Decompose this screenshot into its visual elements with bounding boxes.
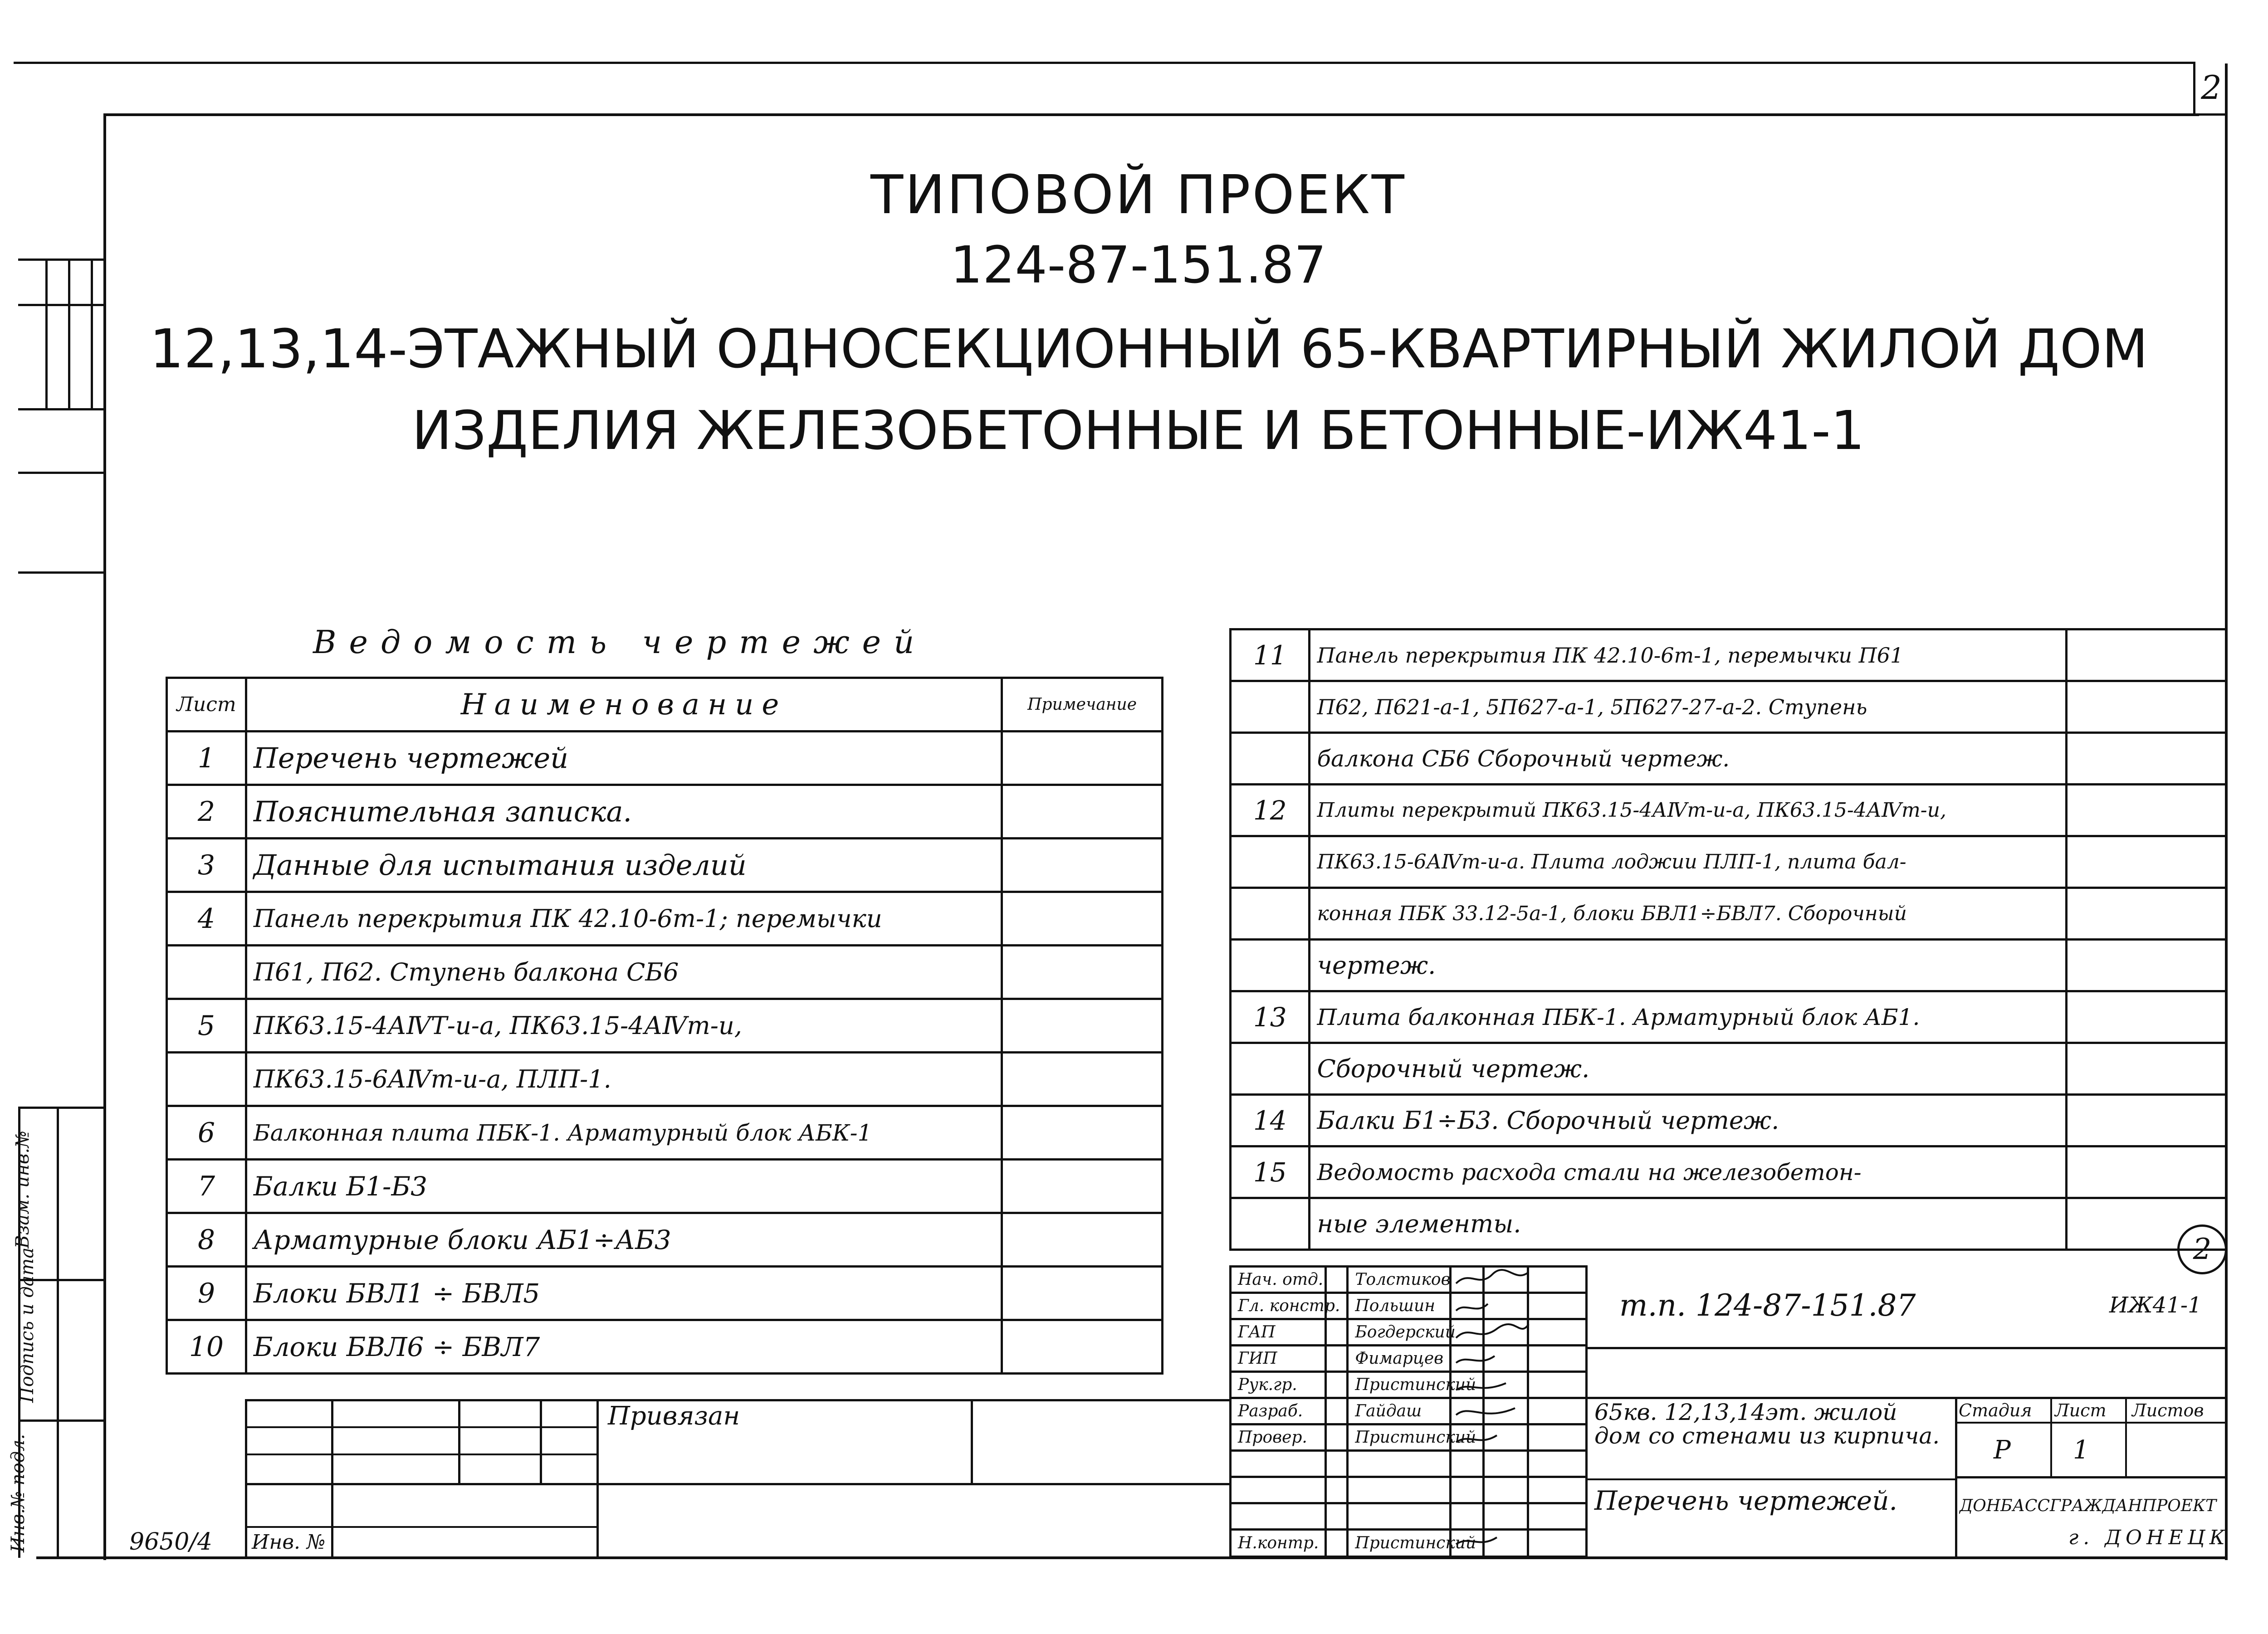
circled-mark: 2 — [2177, 1224, 2227, 1274]
drawings-table-left — [166, 677, 1163, 1375]
table-row: конная ПБК 33.12-5а-1, блоки БВЛ1÷БВЛ7. Сборочный — [1231, 888, 2226, 940]
binding-label: Привязан — [608, 1401, 740, 1431]
title-project-number: 124-87-151.87 — [950, 236, 1326, 295]
stage-value: Р — [1994, 1435, 2011, 1465]
inventory-label: Инв. № — [252, 1531, 326, 1554]
signature-row: Провер. Пристинский — [1231, 1424, 1587, 1451]
table-row: 4 Панель перекрытия ПК 42.10-6т-1; перемычки — [167, 892, 1163, 946]
sheet-value: 1 — [2073, 1435, 2089, 1465]
side-label-replacement-inv: Взам. инв.№ — [12, 1131, 33, 1249]
side-label-inv-original: Инв.№ подл. — [8, 1434, 29, 1552]
table-row: 3 Данные для испытания изделий — [167, 839, 1163, 892]
stage-label: Стадия — [1959, 1400, 2032, 1420]
table-row: 15 Ведомость расхода стали на железобетон- — [1231, 1146, 2226, 1198]
table-row: 14 Балки Б1÷Б3. Сборочный чертеж. — [1231, 1095, 2226, 1146]
table-row: 10 Блоки БВЛ6 ÷ БВЛ7 — [167, 1320, 1163, 1374]
sheet-title: Перечень чертежей. — [1594, 1485, 1897, 1516]
table-row: чертеж. — [1231, 940, 2226, 991]
document-code: т.п. 124-87-151.87 — [1619, 1288, 1916, 1323]
signature-row: Рук.гр. Пристинский — [1231, 1372, 1587, 1398]
sheet-label: Лист — [2055, 1400, 2107, 1420]
table-row: 13 Плита балконная ПБК-1. Арматурный блок АБ1. — [1231, 991, 2226, 1043]
table-row: ПК63.15-6АⅣт-и-а. Плита лоджии ПЛП-1, плита бал- — [1231, 836, 2226, 888]
table-row: балкона СБ6 Сборочный чертеж. — [1231, 733, 2226, 785]
table-header-row — [167, 678, 1163, 732]
side-label-signature-date: Подпись и дата — [17, 1247, 38, 1403]
frame-left-line — [103, 113, 106, 1560]
corner-sheet-number-box — [2193, 62, 2227, 116]
title-building-description: 12,13,14-ЭТАЖНЫЙ ОДНОСЕКЦИОННЫЙ 65-КВАРТИРНЫЙ ЖИЛОЙ ДОМ — [150, 317, 2148, 380]
table-row: 9 Блоки БВЛ1 ÷ БВЛ5 — [167, 1267, 1163, 1320]
inventory-number: 9650/4 — [129, 1528, 212, 1556]
table-row: 6 Балконная плита ПБК-1. Арматурный блок АБК-1 — [167, 1106, 1163, 1160]
organization-name: ДОНБАССГРАЖДАНПРОЕКТ — [1960, 1497, 2216, 1515]
table-row: 1 Перечень чертежей — [167, 732, 1163, 785]
column-header-name: Наименование — [246, 678, 1002, 732]
binding-block — [245, 1399, 1229, 1558]
drawings-list-heading: Ведомость чертежей — [313, 624, 927, 661]
table-row: П62, П621-а-1, 5П627-а-1, 5П627-27-а-2. Ступень — [1231, 681, 2226, 733]
column-header-note: Примечание — [1002, 678, 1163, 732]
table-row: 2 Пояснительная записка. — [167, 785, 1163, 839]
table-row: 5 ПК63.15-4АⅣТ-и-а, ПК63.15-4АⅣт-и, — [167, 999, 1163, 1053]
signature-row: Н.контр. Пристинский — [1231, 1530, 1587, 1557]
table-row: 11 Панель перекрытия ПК 42.10-6т-1, перемычки П61 — [1231, 629, 2226, 681]
drawings-table-right — [1229, 628, 2227, 1251]
signature-row: ГИП Фимарцев — [1231, 1346, 1587, 1372]
table-row: Сборочный чертеж. — [1231, 1043, 2226, 1095]
signature-scribbles — [1452, 1265, 1542, 1556]
signature-row: Нач. отд. Толстиков — [1231, 1267, 1587, 1293]
signature-row: Разраб. Гайдаш — [1231, 1398, 1587, 1424]
column-header-sheet: Лист — [167, 678, 246, 732]
table-row: ные элементы. — [1231, 1198, 2226, 1250]
corner-sheet-number: 2 — [2201, 68, 2222, 107]
organization-city: г. ДОНЕЦК — [2068, 1526, 2229, 1549]
title-products-description: ИЗДЕЛИЯ ЖЕЛЕЗОБЕТОННЫЕ И БЕТОННЫЕ-ИЖ41-1 — [412, 399, 1865, 462]
project-description: 65кв. 12,13,14эт. жилой дом со стенами из кирпича. — [1594, 1399, 1940, 1449]
top-sheet-edge — [14, 62, 2195, 64]
title-type-project: ТИПОВОЙ ПРОЕКТ — [870, 163, 1406, 226]
sheets-label: Листов — [2132, 1400, 2204, 1420]
table-row: ПК63.15-6АⅣт-и-а, ПЛП-1. — [167, 1053, 1163, 1106]
table-row: 12 Плиты перекрытий ПК63.15-4АⅣт-и-а, ПК63.15-4АⅣт-и, — [1231, 785, 2226, 836]
signature-row: Гл. констр. Польшин — [1231, 1293, 1587, 1319]
table-row: 7 Балки Б1-Б3 — [167, 1160, 1163, 1213]
signature-row: ГАП Богдерский — [1231, 1319, 1587, 1346]
table-row: 8 Арматурные блоки АБ1÷АБ3 — [167, 1213, 1163, 1267]
table-row: П61, П62. Ступень балкона СБ6 — [167, 946, 1163, 999]
frame-top-line — [103, 113, 2199, 116]
document-suffix: ИЖ41-1 — [2109, 1293, 2202, 1318]
